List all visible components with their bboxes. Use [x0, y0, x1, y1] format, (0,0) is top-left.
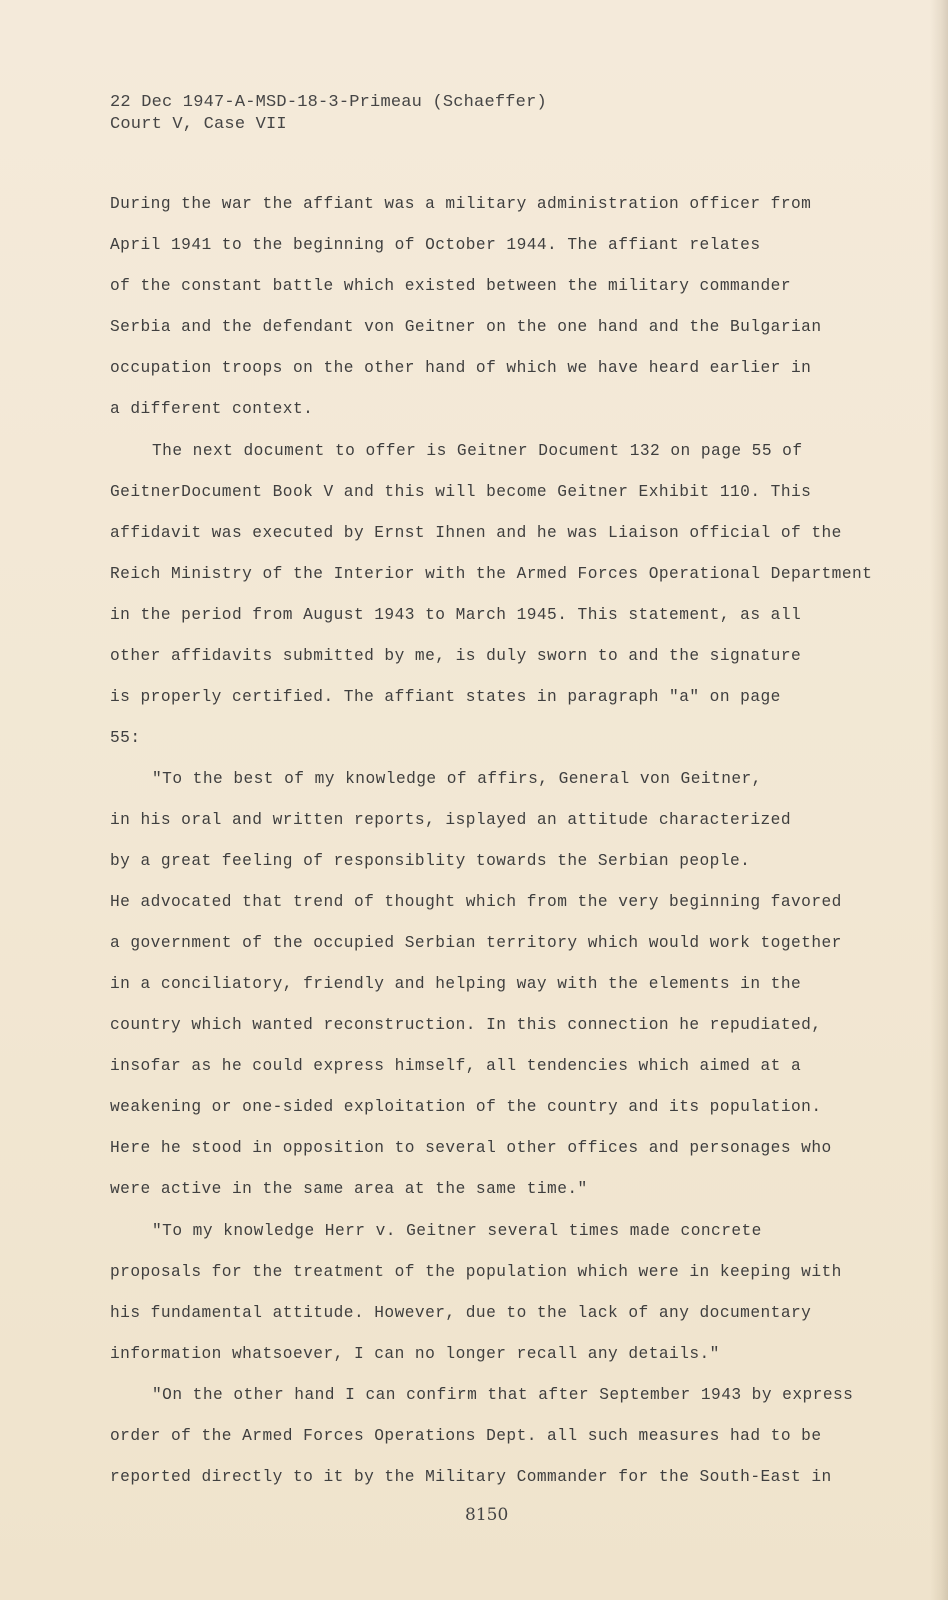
quote-line: proposals for the treatment of the population which were in keeping with: [110, 1263, 842, 1281]
text-line: of the constant battle which existed between the military commander: [110, 277, 791, 295]
quote-line: weakening or one-sided exploitation of the country and its population.: [110, 1098, 822, 1116]
header-court-line: Court V, Case VII: [110, 115, 287, 134]
text-line: is properly certified. The affiant states in paragraph "a" on page: [110, 688, 781, 706]
quote-line: "To the best of my knowledge of affirs, General von Geitner,: [152, 770, 762, 788]
text-line: in the period from August 1943 to March 1945. This statement, as all: [110, 606, 802, 624]
text-line: Reich Ministry of the Interior with the Armed Forces Operational Department: [110, 565, 873, 583]
quote-line: in his oral and written reports, isplayed an attitude characterized: [110, 811, 791, 829]
quote-line: insofar as he could express himself, all tendencies which aimed at a: [110, 1057, 802, 1075]
quote-line: country which wanted reconstruction. In this connection he repudiated,: [110, 1016, 822, 1034]
text-line: occupation troops on the other hand of which we have heard earlier in: [110, 359, 812, 377]
text-line: affidavit was executed by Ernst Ihnen and he was Liaison official of the: [110, 524, 842, 542]
quote-line: order of the Armed Forces Operations Dept. all such measures had to be: [110, 1427, 822, 1445]
quote-line: "To my knowledge Herr v. Geitner several times made concrete: [152, 1222, 762, 1240]
text-line: Serbia and the defendant von Geitner on the one hand and the Bulgarian: [110, 318, 822, 336]
document-header: [110, 92, 547, 136]
text-line: April 1941 to the beginning of October 1944. The affiant relates: [110, 236, 761, 254]
page-edge-shadow: [930, 0, 948, 1600]
page-number: 8150: [465, 1505, 509, 1525]
text-line: a different context.: [110, 400, 314, 418]
quote-line: a government of the occupied Serbian territory which would work together: [110, 934, 842, 952]
text-line: During the war the affiant was a military administration officer from: [110, 195, 812, 213]
quote-line: his fundamental attitude. However, due to the lack of any documentary: [110, 1304, 812, 1322]
quote-line: were active in the same area at the same time.": [110, 1180, 588, 1198]
quote-line: by a great feeling of responsiblity towards the Serbian people.: [110, 852, 751, 870]
quote-line: reported directly to it by the Military Commander for the South-East in: [110, 1468, 832, 1486]
quote-line: information whatsoever, I can no longer recall any details.": [110, 1345, 720, 1363]
quote-line: Here he stood in opposition to several other offices and personages who: [110, 1139, 832, 1157]
header-reference-line: 22 Dec 1947-A-MSD-18-3-Primeau (Schaeffer): [110, 93, 547, 112]
text-line: 55:: [110, 729, 141, 747]
quote-line: in a conciliatory, friendly and helping way with the elements in the: [110, 975, 802, 993]
text-line: The next document to offer is Geitner Document 132 on page 55 of: [152, 442, 803, 460]
quote-line: "On the other hand I can confirm that after September 1943 by express: [152, 1386, 854, 1404]
quote-line: He advocated that trend of thought which from the very beginning favored: [110, 893, 842, 911]
text-line: other affidavits submitted by me, is duly sworn to and the signature: [110, 647, 802, 665]
text-line: GeitnerDocument Book V and this will become Geitner Exhibit 110. This: [110, 483, 812, 501]
